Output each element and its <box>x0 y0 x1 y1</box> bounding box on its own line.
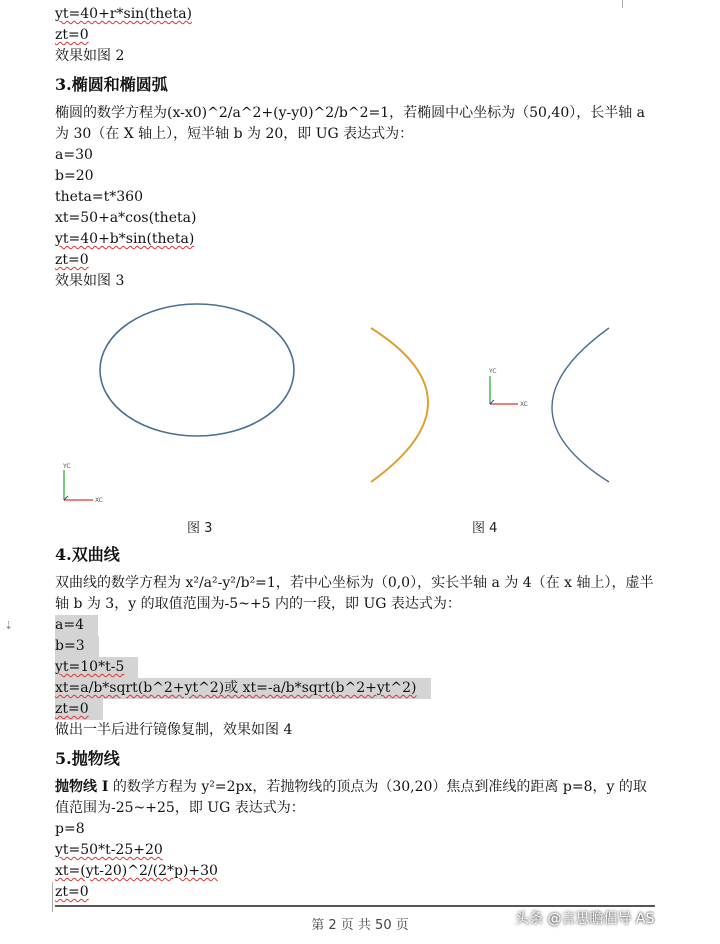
watermark: 头条 @言思瞻倡导 AS <box>515 911 655 927</box>
code-line: theta=t*360 <box>55 189 143 205</box>
figure-3-caption: 图 3 <box>187 521 213 536</box>
section-heading-ellipse: 3.椭圆和椭圆弧 <box>55 75 168 94</box>
figure-drawing <box>55 300 655 540</box>
section-heading-parabola: 5.抛物线 <box>55 749 120 768</box>
text-line: 效果如图 3 <box>55 273 125 289</box>
text-line: 做出一半后进行镜像复制，效果如图 4 <box>55 722 293 738</box>
code-line: a=30 <box>55 147 93 163</box>
axis-label-x: XC <box>520 401 528 408</box>
paragraph: 双曲线的数学方程为 x²/a²-y²/b²=1，若中心坐标为（0,0），实长半轴 a 为 4（在 x 轴上），虚半轴 b 为 3，y 的取值范围为-5~+5 内的一段，即 UG 表达式为： <box>55 575 654 612</box>
hyperbola-left-branch <box>371 328 428 482</box>
code-line: xt=a/b*sqrt(b^2+yt^2)或 xt=-a/b*sqrt(b^2+yt^2) <box>55 678 655 699</box>
section-heading-hyperbola: 4.双曲线 <box>55 545 120 564</box>
code-line: zt=0 <box>55 252 89 268</box>
text-line: zt=0 <box>55 27 89 43</box>
code-line: xt=50+a*cos(theta) <box>55 210 197 226</box>
code-line: xt=(yt-20)^2/(2*p)+30 <box>55 863 218 879</box>
text-line: yt=40+r*sin(theta) <box>55 6 193 22</box>
paragraph: 椭圆的数学方程为(x-x0)^2/a^2+(y-y0)^2/b^2=1，若椭圆中心坐标为（50,40），长半轴 a 为 30（在 X 轴上），短半轴 b 为 20，即 UG 表达式为： <box>55 105 646 142</box>
hyperbola-right-branch <box>552 328 609 482</box>
code-line: a=4 <box>55 615 655 636</box>
axis-label-y: YC <box>63 463 71 470</box>
code-line: zt=0 <box>55 699 655 720</box>
ellipse-curve <box>100 304 294 436</box>
footer-rule <box>55 905 655 907</box>
code-line: p=8 <box>55 821 85 837</box>
text-line: 效果如图 2 <box>55 48 125 64</box>
side-indicator-icon: ⇣ <box>4 619 14 632</box>
code-line: yt=50*t-25+20 <box>55 842 163 858</box>
code-line: zt=0 <box>55 884 89 900</box>
page-number: 第 2 页 共 50 页 <box>311 918 409 933</box>
axis-label-y: YC <box>489 368 497 375</box>
code-line: yt=40+b*sin(theta) <box>55 231 195 247</box>
paragraph: 抛物线 I 的数学方程为 y²=2px，若抛物线的顶点为（30,20）焦点到准线的距离 p=8，y 的取值范围为-25~+25，即 UG 表达式为： <box>55 779 647 816</box>
margin-marker <box>52 882 53 912</box>
axis-label-x: XC <box>95 497 103 504</box>
figure-area <box>55 300 655 540</box>
code-line: b=20 <box>55 168 94 184</box>
document-body <box>55 4 655 292</box>
code-line: yt=10*t-5 <box>55 657 655 678</box>
code-line: b=3 <box>55 636 655 657</box>
document-body-lower <box>55 543 655 903</box>
figure-4-caption: 图 4 <box>472 521 498 536</box>
